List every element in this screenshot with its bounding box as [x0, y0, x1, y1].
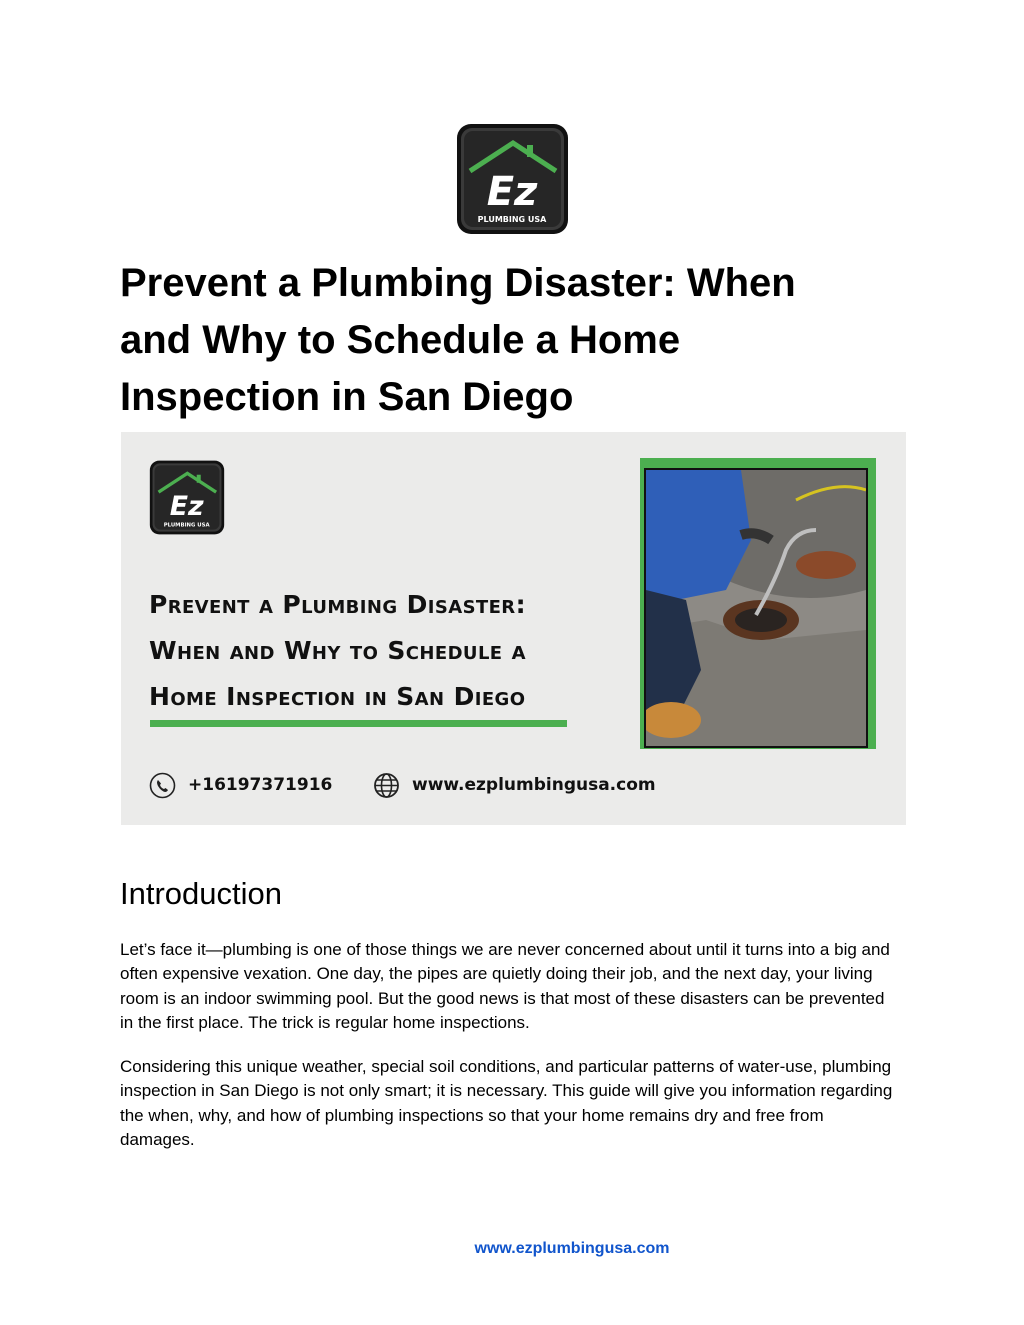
logo-tagline: PLUMBING USA: [163, 522, 210, 529]
banner-headline: [149, 582, 619, 720]
banner-headline-line: Home Inspection in San Diego: [149, 682, 526, 711]
banner-website-text: www.ezplumbingusa.com: [412, 775, 656, 795]
phone-icon: [149, 772, 176, 799]
footer-website-link[interactable]: www.ezplumbingusa.com: [474, 1240, 670, 1257]
banner-headline-line: When and Why to Schedule a: [149, 636, 526, 665]
banner-phone-text: +16197371916: [188, 775, 333, 795]
logo-tagline: PLUMBING USA: [477, 215, 547, 224]
banner-website: [373, 770, 656, 800]
paragraph: Considering this unique weather, special soil conditions, and particular patterns of water-use, plumbing inspection in San Diego is not only smart; it is necessary. This guide will give you information regarding the when, why, and how of plumbing inspections so that your home remains dry and free from damages.: [120, 1057, 893, 1150]
title-line: Inspection in San Diego: [120, 375, 574, 419]
title-line: Prevent a Plumbing Disaster: When: [120, 261, 796, 305]
plumber-clearing-drain-photo: [644, 468, 868, 748]
paragraph: Let’s face it—plumbing is one of those things we are never concerned about until it turns into a big and often expensive vexation. One day, the pipes are quietly doing their job, and the next day, your living room is an indoor swimming pool. But the good news is that most of these disasters can be prevented in the first place. The trick is regular home inspections.: [120, 940, 890, 1033]
ez-plumbing-logo: [149, 460, 225, 535]
article-banner-image: [121, 432, 906, 825]
logo-letters: Ez: [486, 169, 538, 215]
article-title: [120, 255, 920, 426]
photo-frame: [640, 458, 876, 749]
globe-icon: [373, 772, 400, 799]
title-line: and Why to Schedule a Home: [120, 318, 681, 362]
logo-letters: Ez: [169, 490, 204, 522]
ez-plumbing-logo: [456, 123, 569, 235]
banner-accent-bar: [150, 720, 567, 727]
banner-phone: [149, 770, 332, 800]
banner-headline-line: Prevent a Plumbing Disaster:: [149, 590, 526, 619]
section-heading: Introduction: [120, 876, 282, 911]
